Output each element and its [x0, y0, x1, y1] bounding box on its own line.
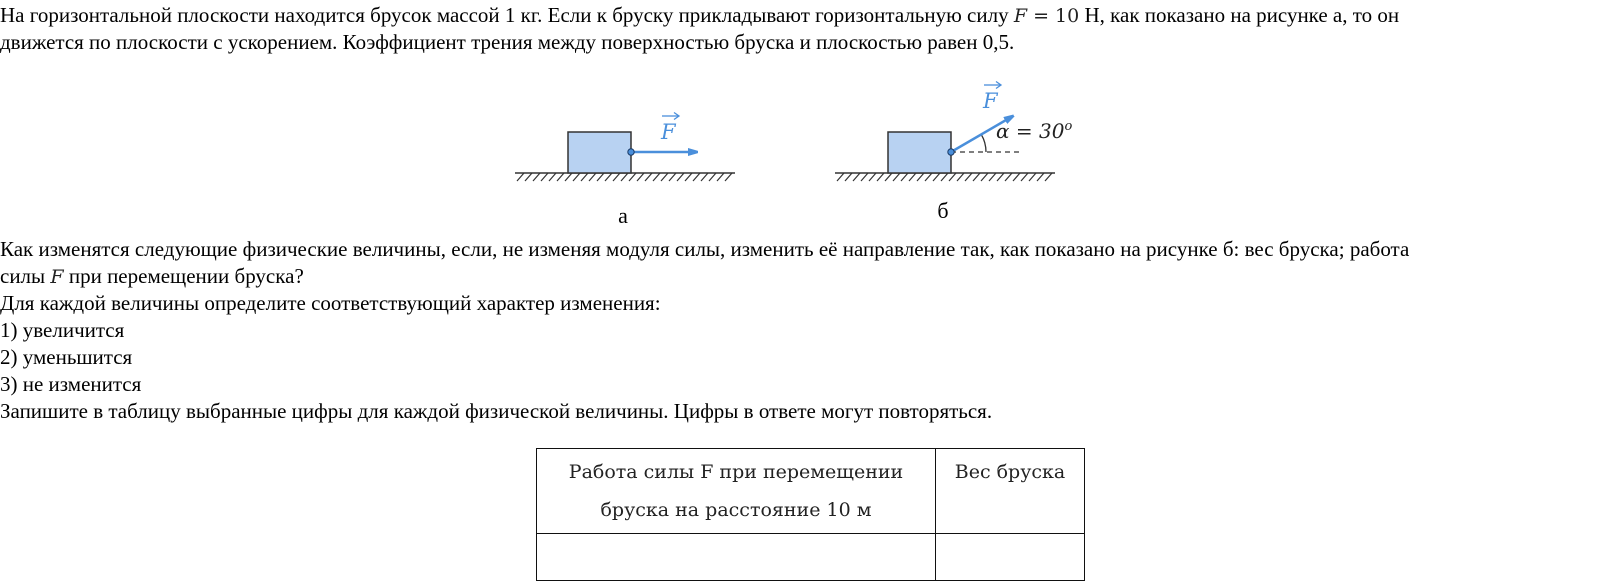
question-line2 — [0, 263, 304, 291]
ground-hatch — [837, 173, 1052, 181]
header-line: Работа силы F при перемещении — [568, 461, 904, 483]
force-variable: F — [1013, 5, 1028, 27]
block — [568, 132, 631, 173]
figure-a-caption: а — [618, 203, 628, 228]
answer-cell-weight[interactable] — [936, 534, 1085, 581]
figure-a-diagram — [515, 100, 745, 190]
instruction: Для каждой величины определите соответствующий характер изменения: — [0, 291, 661, 315]
force-label — [660, 113, 679, 145]
header-block-weight — [936, 449, 1085, 534]
figure-a — [515, 100, 745, 228]
header-line: бруска на расстояние 10 м — [600, 499, 872, 521]
block — [888, 132, 951, 173]
option-3: 3) не изменится — [0, 372, 142, 396]
intro-text-after: Н, как показано на рисунке а, то он — [1079, 3, 1400, 27]
option-1: 1) увеличится — [0, 318, 125, 342]
header-line: Вес бруска — [954, 461, 1066, 483]
table-header-row — [537, 449, 1085, 534]
force-label — [982, 82, 1001, 114]
force-value: = 10 — [1027, 5, 1080, 27]
question-text-after: при перемещении бруска? — [63, 264, 304, 288]
figure-b-caption: б — [937, 198, 949, 223]
answer-cell-work[interactable] — [537, 534, 936, 581]
force-variable: F — [50, 266, 64, 288]
application-point — [948, 149, 954, 155]
svg-text:F: F — [983, 89, 998, 113]
answer-instruction: Запишите в таблицу выбранные цифры для каждой физической величины. Цифры в ответе могут повторяться. — [0, 399, 993, 423]
figure-b-diagram — [835, 75, 1095, 190]
intro-text-before: На горизонтальной плоскости находится брусок массой 1 кг. Если к бруску прикладывают горизонтальную силу — [0, 3, 1014, 27]
question-line1: Как изменятся следующие физические величины, если, не изменяя модуля силы, изменить её направление так, как показано на рисунке б: вес бруска; работа — [0, 237, 1410, 261]
problem-intro-line1 — [0, 2, 1399, 30]
application-point — [628, 149, 634, 155]
option-2: 2) уменьшится — [0, 345, 133, 369]
question-text-before: силы — [0, 264, 51, 288]
table-row — [537, 534, 1085, 581]
angle-label: $\alpha = 30^o$ — [996, 119, 1073, 143]
svg-text:F: F — [661, 120, 676, 144]
problem-intro-line2: движется по плоскости с ускорением. Коэффициент трения между поверхностью бруска и плоскостью равен 0,5. — [0, 30, 1015, 54]
ground-hatch — [517, 173, 732, 181]
header-work-of-force — [537, 449, 936, 534]
answer-table — [536, 448, 1085, 581]
angle-arc — [981, 135, 986, 153]
figure-b — [835, 75, 1095, 223]
